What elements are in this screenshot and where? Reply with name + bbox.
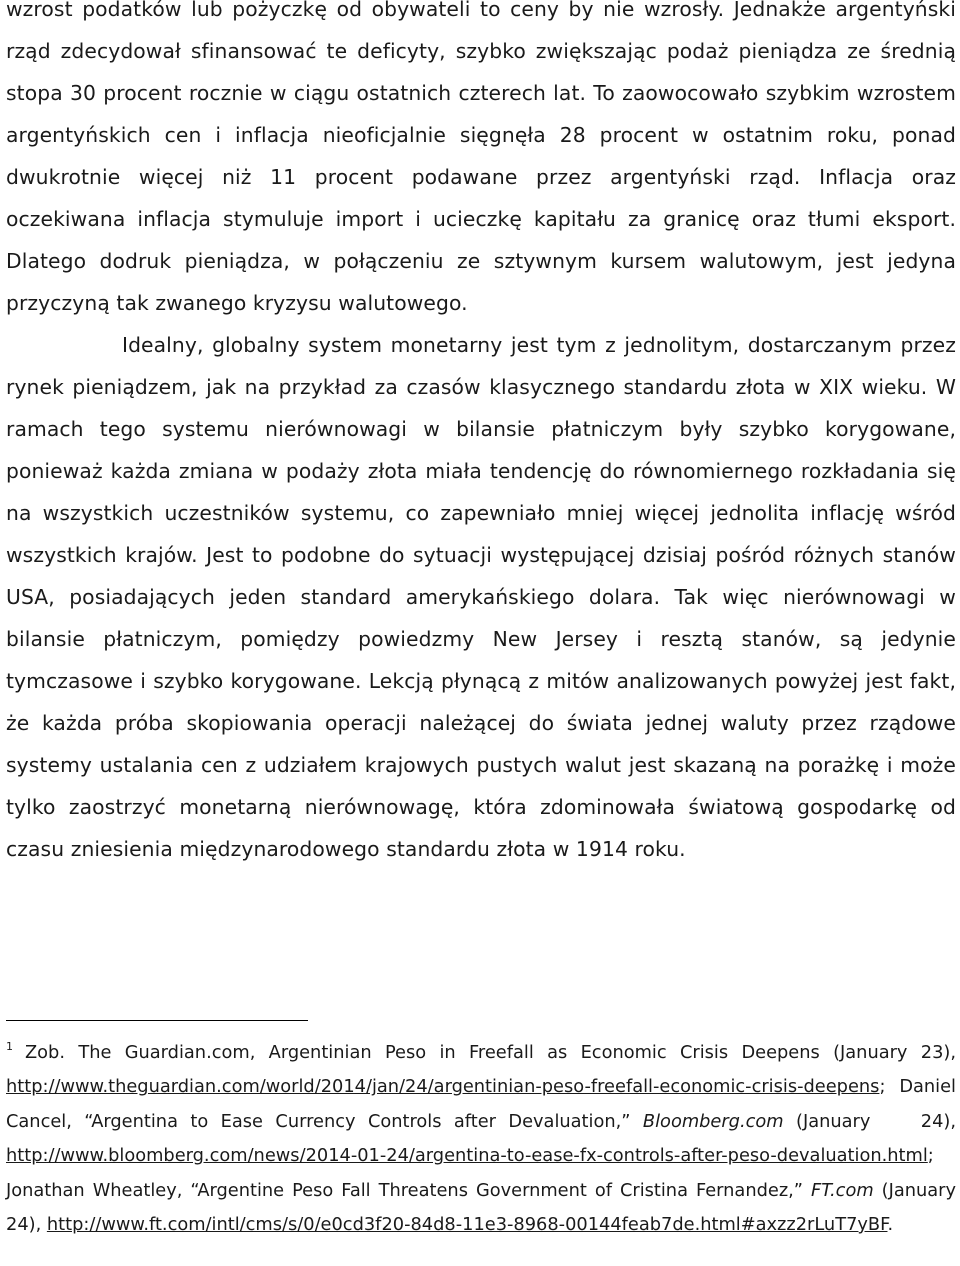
- footnote-end: .: [887, 1214, 894, 1236]
- footnote-date-2: (January 24),: [796, 1110, 957, 1132]
- document-page: [6, 0, 956, 870]
- footnote-text-2: ; Daniel Cancel, “Argentina to Ease Currency Controls after Devaluation,”: [6, 1076, 956, 1132]
- footnote-link-ft[interactable]: http://www.ft.com/intl/cms/s/0/e0cd3f20-84d8-11e3-8968-00144feab7de.html#axzz2rLuT7yBF: [46, 1214, 888, 1236]
- body-paragraph-2: Idealny, globalny system monetarny jest tym z jednolitym, dostarczanym przez rynek pieniądzem, jak na przykład za czasów klasycznego standardu złota w XIX wieku. W ramach tego systemu nierównowagi w bilansie płatniczym były szybko korygowane, ponieważ każda zmiana w podaży złota miała tendencję do równomiernego rozkładania się na wszystkich uczestników systemu, co zapewniało mniej więcej jednolita inflację wśród wszystkich krajów. Jest to podobne do sytuacji występującej dzisiaj pośród różnych stanów USA, posiadających jeden standard amerykańskiego dolara. Tak więc nierównowagi w bilansie płatniczym, pomiędzy powiedzmy New Jersey i resztą stanów, są jedynie tymczasowe i szybko korygowane. Lekcją płynącą z mitów analizowanych powyżej jest fakt, że każda próba skopiowania operacji należącej do świata jednej waluty przez rządowe systemy ustalania cen z udziałem krajowych pustych walut jest skazaną na porażkę i może tylko zaostrzyć monetarną nierównowagę, która zdominowała światową gospodarkę od czasu zniesienia międzynarodowego standardu złota w 1914 roku.: [6, 333, 956, 861]
- footnote-source-ft: FT.com: [811, 1179, 874, 1201]
- footnote-source-bloomberg: Bloomberg.com: [642, 1110, 784, 1132]
- footnote-separator: [6, 1020, 308, 1021]
- footnote-date-3: (January 24),: [6, 1179, 956, 1236]
- footnote-link-guardian[interactable]: http://www.theguardian.com/world/2014/jan/24/argentinian-peso-freefall-economic-crisis-deepens: [6, 1076, 880, 1098]
- body-paragraph-1: wzrost podatków lub pożyczkę od obywateli to ceny by nie wzrosły. Jednakże argentyński rząd zdecydował sfinansować te deficyty, szybko zwiększając podaż pieniądza ze średnią stopa 30 procent rocznie w ciągu ostatnich czterech lat. To zaowocowało szybkim wzrostem argentyńskich cen i inflacja nieoficjalnie sięgnęła 28 procent w ostatnim roku, ponad dwukrotnie więcej niż 11 procent podawane przez argentyński rząd. Inflacja oraz oczekiwana inflacja stymuluje import i ucieczkę kapitału za granicę oraz tłumi eksport. Dlatego dodruk pieniądza, w połączeniu ze sztywnym kursem walutowym, jest jedyna przyczyną tak zwanego kryzysu walutowego.: [6, 0, 956, 315]
- footnote-number: 1: [6, 1040, 13, 1053]
- footnote: [6, 1030, 956, 1242]
- footnote-text-1: Zob. The Guardian.com, Argentinian Peso in Freefall as Economic Crisis Deepens (January 23),: [25, 1042, 956, 1063]
- footnote-link-bloomberg[interactable]: http://www.bloomberg.com/news/2014-01-24/argentina-to-ease-fx-controls-after-peso-devaluation.html: [6, 1145, 928, 1167]
- footnote-text-3: ; Jonathan Wheatley, “Argentine Peso Fall Threatens Government of Cristina Fernandez,”: [6, 1145, 934, 1201]
